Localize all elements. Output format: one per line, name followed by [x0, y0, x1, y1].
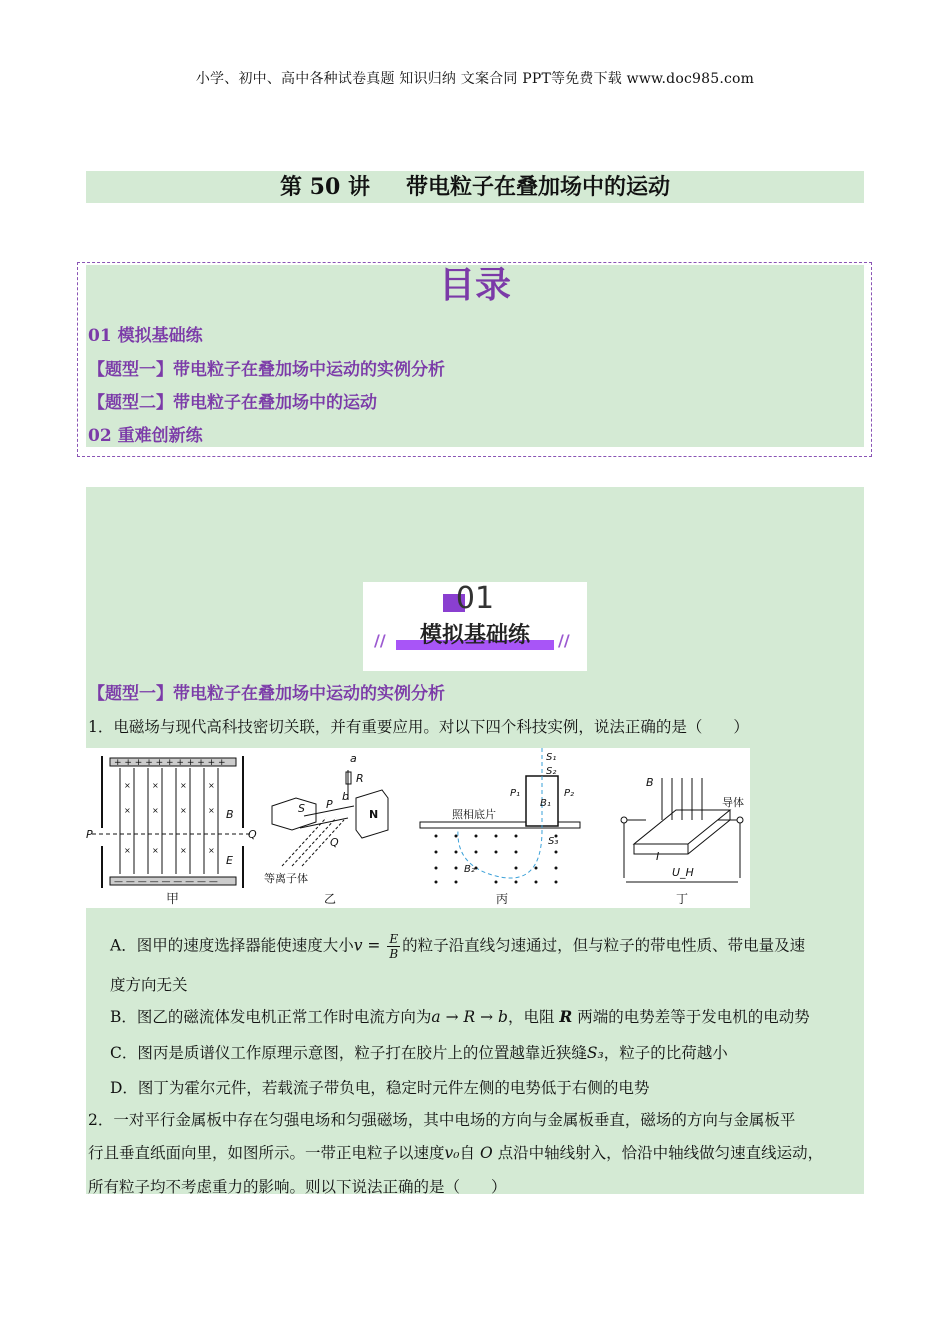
- svg-text:乙: 乙: [324, 892, 337, 906]
- svg-text:I: I: [656, 850, 660, 863]
- svg-text:B₁: B₁: [540, 798, 551, 809]
- panel-bing: [420, 748, 580, 906]
- svg-text:S₂: S₂: [546, 766, 557, 777]
- question-2-line3: 所有粒子均不考虑重力的影响。则以下说法正确的是（ ）: [88, 1178, 507, 1196]
- toc-heading: 目录: [438, 264, 511, 306]
- svg-text:P₁: P₁: [510, 788, 521, 799]
- banner-number: 01: [455, 581, 495, 616]
- velocity-fraction: $\frac{E}{B}$: [389, 932, 399, 961]
- panel-ding: [621, 776, 744, 906]
- lecture-name: 带电粒子在叠加场中的运动: [405, 174, 670, 200]
- toc-item-type2[interactable]: 【题型二】带电粒子在叠加场中的运动: [88, 393, 377, 413]
- site-header: 小学、初中、高中各种试卷真题 知识归纳 文案合同 PPT等免费下载 www.doc985.com: [195, 71, 755, 87]
- panel-jia: [86, 756, 257, 907]
- option-d[interactable]: D．图丁为霍尔元件，若载流子带负电，稳定时元件左侧的电势低于右侧的电势: [110, 1079, 650, 1097]
- svg-text:×: ×: [152, 781, 159, 790]
- svg-text:S₃: S₃: [548, 836, 559, 847]
- svg-text:E: E: [226, 854, 233, 867]
- svg-text:— — — — — — — — —: — — — — — — — — —: [114, 877, 218, 887]
- lecture-title: [86, 171, 864, 203]
- svg-text:S₁: S₁: [546, 752, 557, 763]
- svg-text:丙: 丙: [496, 892, 509, 906]
- question-2-line2: 行且垂直纸面向里，如图所示。一带正电粒子以速度v₀自 O 点沿中轴线射入，恰沿中轴线做匀速直线运动，: [88, 1144, 824, 1162]
- svg-text:+ + + + + + + + + + +: + + + + + + + + + + +: [114, 758, 226, 768]
- svg-text:×: ×: [124, 846, 131, 855]
- question-1-figure: [86, 748, 750, 908]
- svg-text:等离子体: 等离子体: [264, 872, 308, 885]
- banner-label: 模拟基础练: [419, 623, 530, 648]
- option-c[interactable]: C．图丙是质谱仪工作原理示意图，粒子打在胶片上的位置越靠近狭缝S₃，粒子的比荷越小: [110, 1044, 728, 1062]
- svg-text:B: B: [646, 776, 654, 789]
- lecture-prefix: 第 50 讲: [280, 174, 370, 200]
- svg-text:×: ×: [208, 806, 215, 815]
- svg-text:S: S: [298, 802, 305, 815]
- toc-item-basic[interactable]: 01 模拟基础练: [88, 326, 203, 346]
- svg-text:B: B: [226, 808, 234, 821]
- banner-slash-left: //: [374, 631, 386, 650]
- svg-text:U_H: U_H: [672, 866, 694, 879]
- svg-text:×: ×: [124, 806, 131, 815]
- svg-text:×: ×: [180, 781, 187, 790]
- svg-text:Q: Q: [330, 836, 339, 849]
- svg-text:P₂: P₂: [564, 788, 575, 799]
- svg-text:×: ×: [180, 806, 187, 815]
- option-b[interactable]: B．图乙的磁流体发电机正常工作时电流方向为a → R → b，电阻 R 两端的电势差等于发电机的电动势: [110, 1007, 810, 1026]
- panel-yi: [264, 752, 388, 906]
- option-a-continued: 度方向无关: [110, 976, 188, 994]
- question-2-line1: 2．一对平行金属板中存在匀强电场和匀强磁场，其中电场的方向与金属板垂直，磁场的方向与金属板平: [88, 1111, 796, 1129]
- svg-text:照相底片: 照相底片: [452, 808, 496, 821]
- svg-text:a: a: [350, 752, 357, 765]
- toc-item-advanced[interactable]: 02 重难创新练: [88, 426, 203, 446]
- svg-text:甲: 甲: [166, 892, 180, 907]
- svg-text:×: ×: [180, 846, 187, 855]
- question-1-stem: 1．电磁场与现代高科技密切关联，并有重要应用。对以下四个科技实例，说法正确的是（ ）: [88, 718, 749, 736]
- figure-svg: [86, 748, 750, 908]
- svg-text:P: P: [326, 798, 333, 811]
- svg-text:B₂: B₂: [464, 864, 475, 875]
- toc-item-type1[interactable]: 【题型一】带电粒子在叠加场中运动的实例分析: [88, 360, 445, 380]
- svg-text:×: ×: [208, 781, 215, 790]
- svg-text:P: P: [86, 828, 93, 841]
- type1-heading: 【题型一】带电粒子在叠加场中运动的实例分析: [88, 684, 445, 704]
- svg-text:b: b: [342, 790, 349, 803]
- svg-text:×: ×: [208, 846, 215, 855]
- svg-text:丁: 丁: [676, 892, 689, 906]
- svg-text:×: ×: [152, 846, 159, 855]
- svg-text:×: ×: [124, 781, 131, 790]
- svg-text:Q: Q: [248, 828, 257, 841]
- option-a[interactable]: A．图甲的速度选择器能使速度大小v = $\frac{E}{B}$ 的粒子沿直线匀速通过，但与粒子的带电性质、带电量及速: [110, 932, 806, 961]
- svg-text:N: N: [369, 808, 379, 821]
- svg-text:×: ×: [152, 806, 159, 815]
- svg-text:R: R: [356, 772, 364, 785]
- svg-text:导体: 导体: [722, 796, 744, 809]
- banner-slash-right: //: [558, 631, 570, 650]
